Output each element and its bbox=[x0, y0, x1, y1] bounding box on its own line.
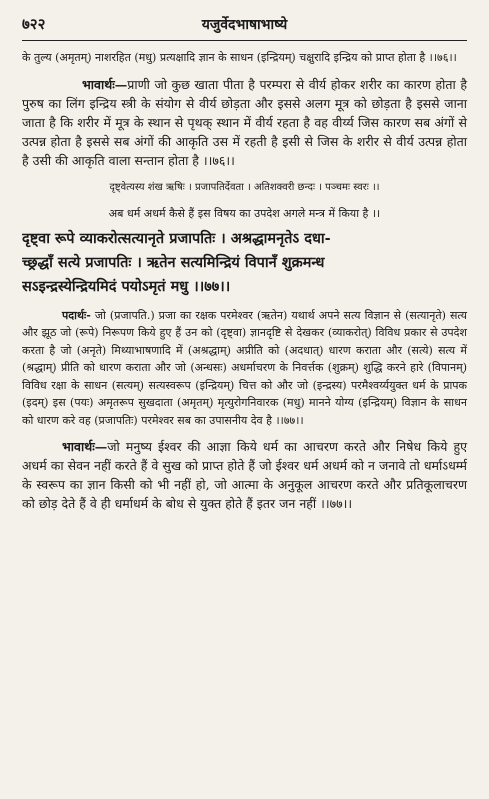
top-paragraph-text: के तुल्य (अमृतम्) नाशरहित (मधु) प्रत्यक्षादि ज्ञान के साधन (इन्द्रियम्) चक्षुरादि इन्द्रिय को प्राप्त होता है ।।७६।। bbox=[22, 51, 457, 64]
bhavarth-label-1: भावार्थः— bbox=[82, 76, 128, 92]
bhavarth-label-2: भावार्थः— bbox=[62, 439, 108, 454]
bhavarth-text-1: प्राणी जो कुछ खाता पीता है परम्परा से वीर्य होकर शरीर का कारण होता है पुरुष का लिंग इन्द्रिय स्त्री के संयोग से वीर्य छोड़ता और इससे अलग मूत्र को छोड़ता है इससे जाना जाता है कि शरीर में मूत्र के स्थान से पृथक् स्थान में वीर्य रहता है वह वीर्य्य जिस कारण सब अंगों से उत्पन्न होता है इससे सब अंगों की आकृति उस में रहती है इसी से जिस के शरीर से वीर्य उत्पन्न होता है उसी की आकृति वाला सन्तान होता है ।।७६।। bbox=[22, 76, 467, 168]
top-paragraph bbox=[22, 49, 467, 67]
mantra-metadata: दृष्ट्वेत्यस्य शंख ऋषिः । प्रजापतिर्देवता । अतिशक्वरी छन्दः । पञ्चमः स्वरः ।। bbox=[109, 181, 380, 193]
padarth-text: जो (प्रजापति.) प्रजा का रक्षक परमेश्वर (ऋतेन) यथार्थ अपने सत्य विज्ञान से (सत्यानृते) सत्य और झूठ जो (रूपे) निरूपण किये हुए हैं उन को (दृष्ट्वा) ज्ञानदृष्टि से देखकर (व्याकरोत्) विविध प्रकार से उपदेश करता है जो (अनृते) मिथ्याभाषणादि में (अश्रद्धाम्) अप्रीति को (अदधात्) धारण कराता और (सत्ये) सत्य में (श्रद्धाम्) प्रीति को धारण कराता और जो (अन्धसः) अधर्माचरण के निवर्त्तक (शुक्रम्) शुद्धि करने हारे (विपानम्) विविध रक्षा के साधन (सत्यम्) सत्यस्वरूप (इन्द्रियम्) चित्त को और जो (इन्द्रस्य) परमैश्वर्य्ययुक्त धर्म के प्रापक (इदम्) इस (पयः) अमृतरूप सुखदाता (अमृतम्) मृत्युरोगनिवारक (मधु) मानने योग्य (इन्द्रियम्) विज्ञान के साधन को धारण करे वह (प्रजापतिः) परमेश्वर सब का उपासनीय देव है ।।७७।। bbox=[22, 308, 467, 427]
page-number: ७२२ bbox=[22, 15, 46, 33]
mantra-line-3: सऽइन्द्रस्येन्द्रियमिदं पयोऽमृतं मधु ।।७७।। bbox=[22, 277, 231, 295]
bhavarth-paragraph-1 bbox=[22, 75, 467, 170]
mantra-intro: अब धर्म अधर्म कैसे हैं इस विषय का उपदेश अगले मन्त्र में किया है ।। bbox=[108, 206, 381, 220]
mantra-line-2: च्छ्रद्धाँ सत्ये प्रजापतिः । ऋतेन सत्यमिन्द्रियं विपानँ शुक्रमन्ध bbox=[22, 253, 325, 271]
mantra-block bbox=[22, 227, 467, 299]
bhavarth-text-2: जो मनुष्य ईश्वर की आज्ञा किये धर्म का आचरण करते और निषेध किये हुए अधर्म का सेवन नहीं करते हैं वे सुख को प्राप्त होते हैं जो ईश्वर धर्म अधर्म को न जनावे तो धर्माऽधर्म्म के स्वरूप का ज्ञान किसी को भी नहीं हो, जो आत्मा के अनुकूल आचरण करते और प्रतिकूलाचरण को छोड़ देते हैं वे ही धर्माधर्म के बोध से युक्त होते हैं इतर जन नहीं ।।७७।। bbox=[22, 439, 467, 511]
running-title: यजुर्वेदभाषाभाष्ये bbox=[201, 17, 288, 33]
padarth-paragraph bbox=[22, 307, 467, 430]
header-rule bbox=[22, 40, 467, 41]
bhavarth-paragraph-2 bbox=[22, 437, 467, 513]
page-header bbox=[22, 14, 467, 36]
mantra-line-1: दृष्ट्वा रूपे व्याकरोत्सत्यानृते प्रजापतिः । अश्रद्धामनृतेऽ दधा- bbox=[22, 229, 331, 247]
padarth-label: पदार्थः- bbox=[62, 308, 91, 322]
